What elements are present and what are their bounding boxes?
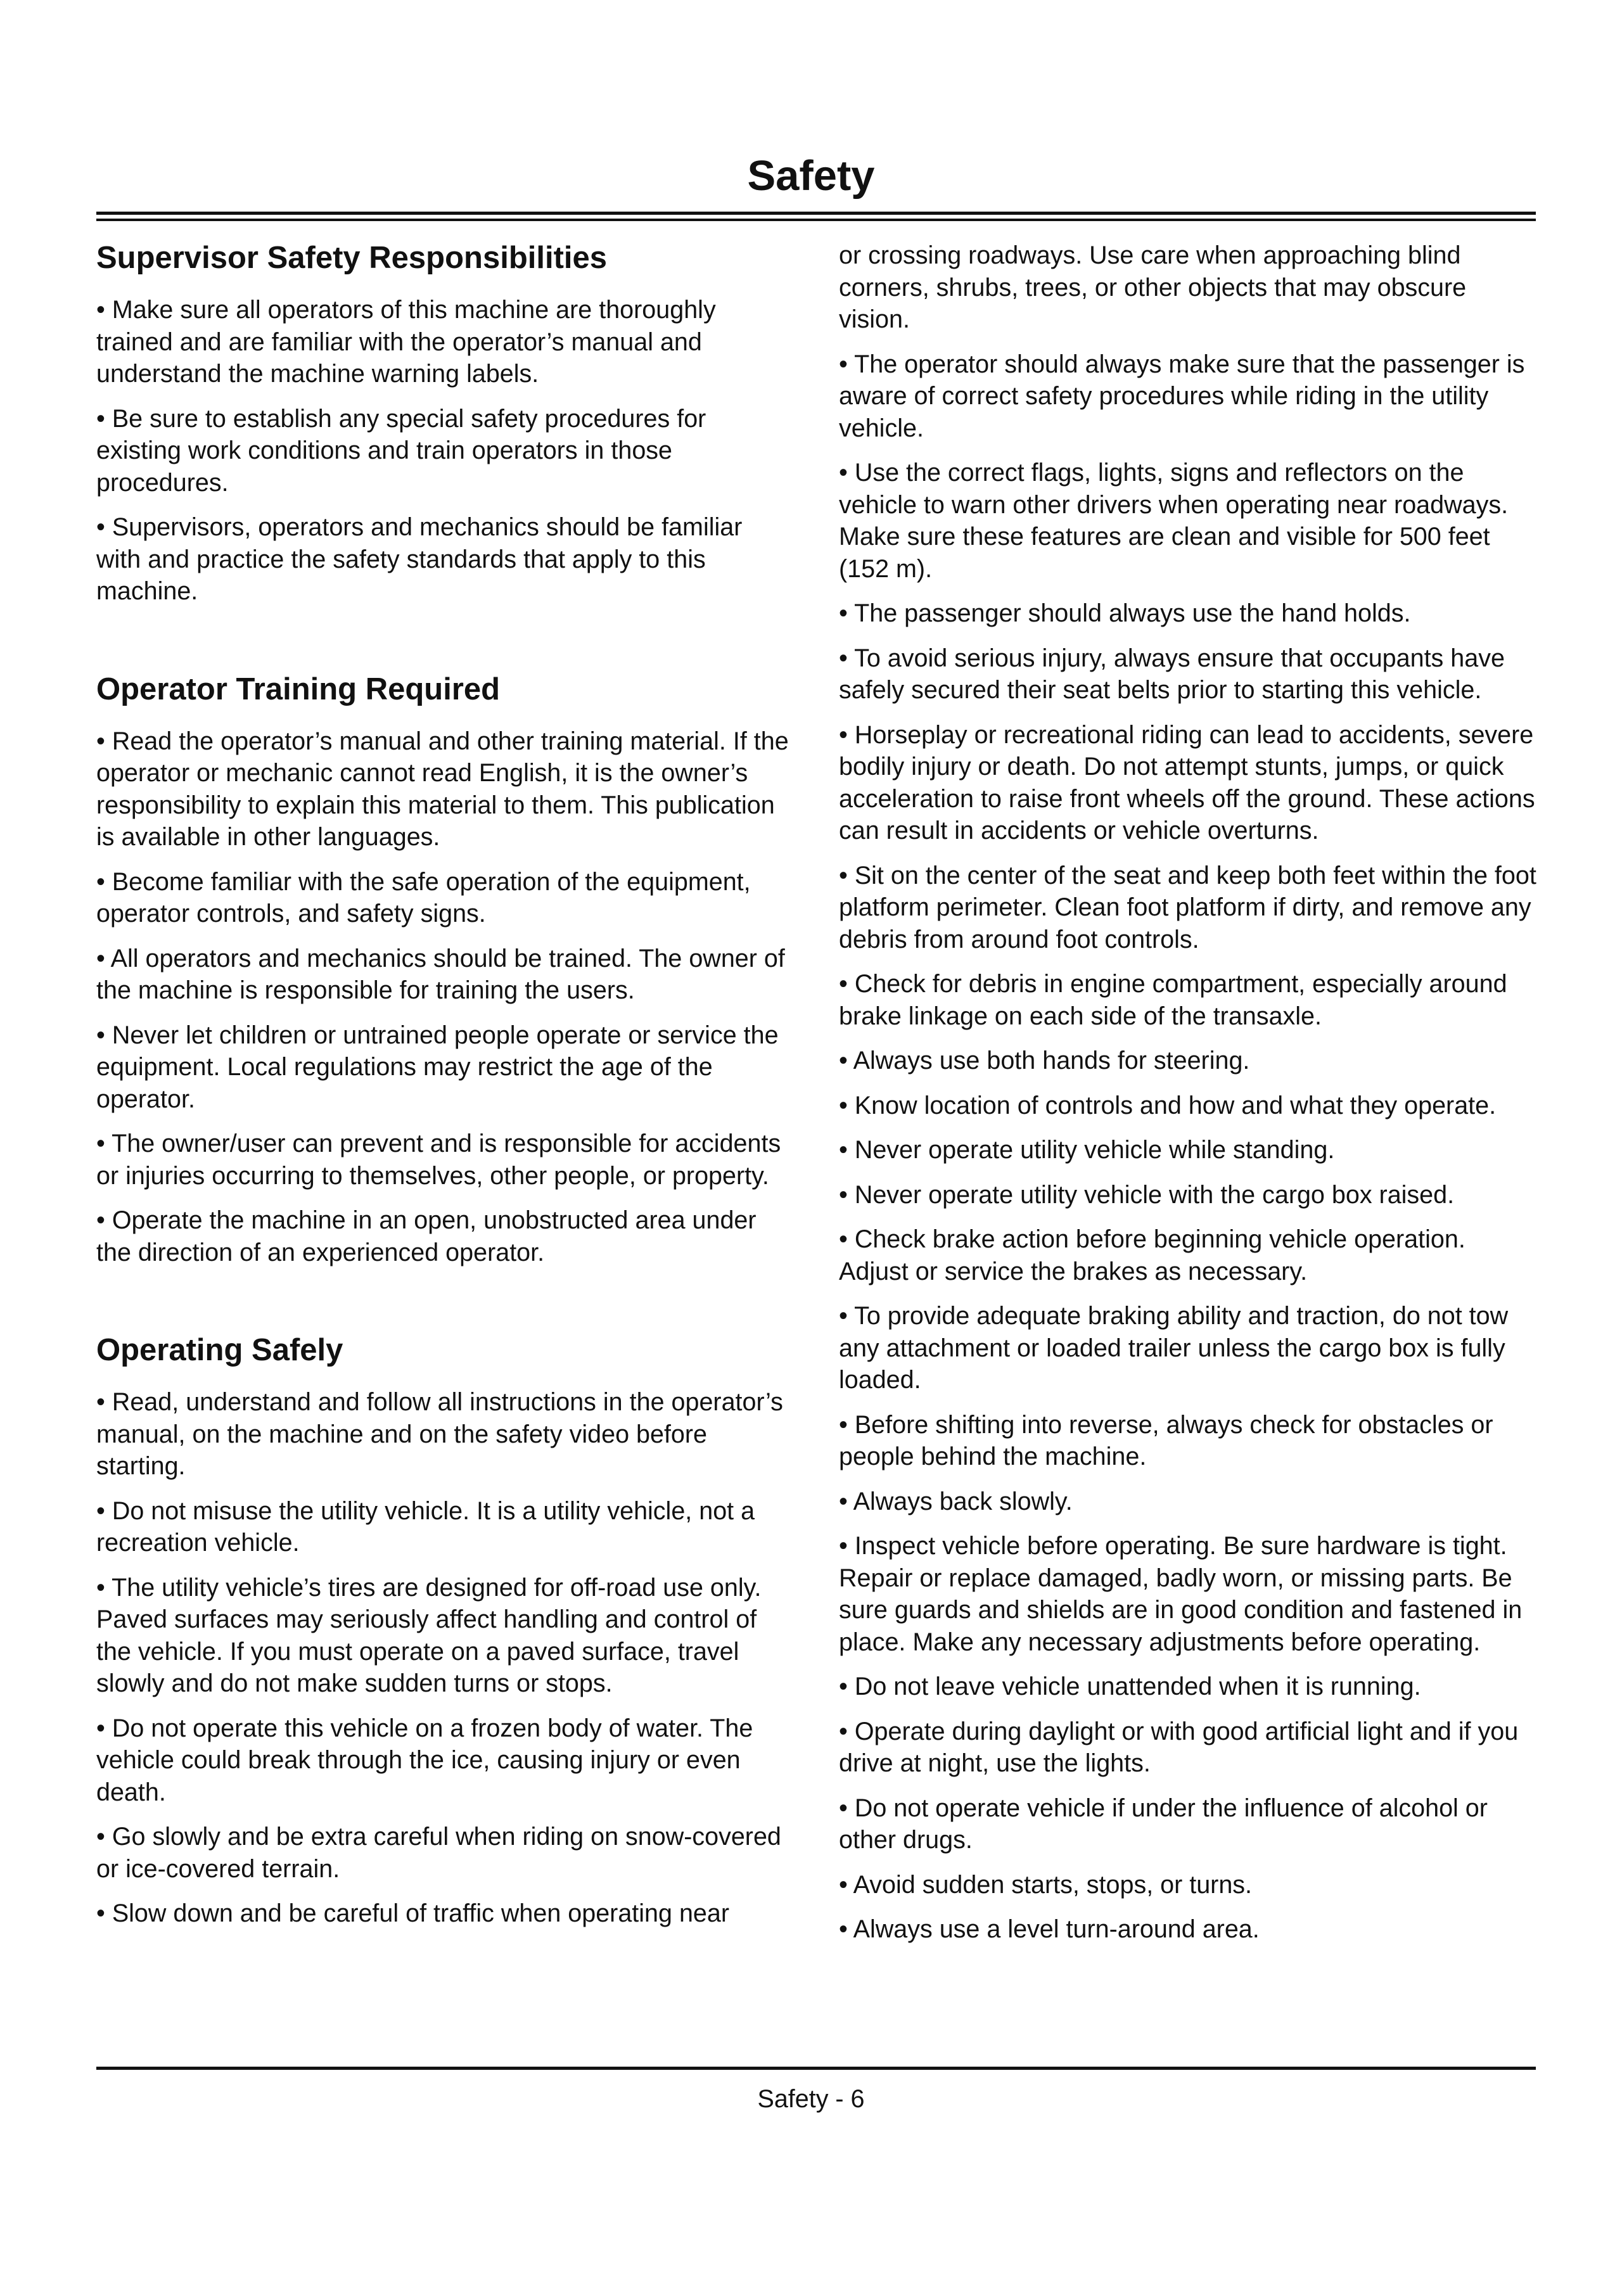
section-heading: Supervisor Safety Responsibilities — [96, 241, 608, 275]
bullet-item: • Never operate utility vehicle while standing. — [839, 1136, 1335, 1164]
bullet-item: • All operators and mechanics should be trained. The owner of the machine is responsible for training the users. — [96, 944, 785, 1004]
bullet-item: • Read the operator’s manual and other training material. If the operator or mechanic cannot read English, it is the owner’s responsibility to explain this material to them. This publication is available in other languages. — [96, 727, 789, 851]
bullet-item: • Know location of controls and how and what they operate. — [839, 1091, 1497, 1119]
bullet-item: • Always use a level turn-around area. — [839, 1915, 1260, 1943]
section-heading: Operator Training Required — [96, 672, 501, 706]
header-rule-top — [96, 212, 1536, 215]
footer-rule — [96, 2067, 1536, 2070]
bullet-item: • Do not operate vehicle if under the influence of alcohol or other drugs. — [839, 1794, 1488, 1854]
bullet-item: • The owner/user can prevent and is responsible for accidents or injuries occurring to themselves, other people, or property. — [96, 1130, 781, 1190]
bullet-item: • Do not misuse the utility vehicle. It is a utility vehicle, not a recreation vehicle. — [96, 1496, 755, 1557]
bullet-item: • Operate during daylight or with good artificial light and if you drive at night, use the lights. — [839, 1717, 1519, 1777]
left-column — [96, 239, 793, 1993]
section-operating-safely — [96, 1332, 793, 1930]
section-supervisor-safety — [96, 239, 793, 608]
bullet-item: • Supervisors, operators and mechanics should be familiar with and practice the safety standards that apply to this machine. — [96, 513, 743, 605]
section-operator-training — [96, 671, 793, 1269]
bullet-item: • Sit on the center of the seat and keep both feet within the foot platform perimeter. Clean foot platform if dirty, and remove any debris from around foot controls. — [839, 861, 1536, 953]
bullet-item: • Check for debris in engine compartment, especially around brake linkage on each side of the transaxle. — [839, 970, 1507, 1030]
bullet-item: • Slow down and be careful of traffic when operating near — [96, 1899, 730, 1927]
bullet-item: • Do not leave vehicle unattended when it is running. — [839, 1673, 1421, 1700]
bullet-item: • Operate the machine in an open, unobstructed area under the direction of an experienced operator. — [96, 1206, 757, 1266]
bullet-item: • Inspect vehicle before operating. Be sure hardware is tight. Repair or replace damaged, badly worn, or missing parts. Be sure guards and shields are in good condition and fastened in place. Make any necessary adjustments before operating. — [839, 1532, 1523, 1656]
bullet-item: • The utility vehicle’s tires are designed for off-road use only. Paved surfaces may seriously affect handling and control of the vehicle. If you must operate on a paved surface, travel slowly and do not make sudden turns or stops. — [96, 1573, 762, 1697]
bullet-item: • Be sure to establish any special safety procedures for existing work conditions and train operators in those procedures. — [96, 404, 706, 497]
header-rule-bottom — [96, 219, 1536, 221]
bullet-item: • Never operate utility vehicle with the cargo box raised. — [839, 1180, 1455, 1209]
bullet-item: • Use the correct flags, lights, signs and reflectors on the vehicle to warn other drivers when operating near roadways. Make sure these features are clean and visible for 500 feet (152 m). — [839, 459, 1509, 583]
bullet-item: • Always back slowly. — [839, 1487, 1073, 1515]
section-heading: Operating Safely — [96, 1333, 343, 1367]
bullet-item: • The operator should always make sure that the passenger is aware of correct safety procedures while riding in the utility vehicle. — [839, 350, 1525, 442]
bullet-item: • Never let children or untrained people operate or service the equipment. Local regulations may restrict the age of the operator. — [96, 1021, 779, 1113]
bullet-item: • Read, understand and follow all instructions in the operator’s manual, on the machine and on the safety video before starting. — [96, 1388, 783, 1480]
bullet-item: • Make sure all operators of this machine are thoroughly trained and are familiar with the operator’s manual and understand the machine warning labels. — [96, 296, 716, 388]
bullet-item: • Become familiar with the safe operation of the equipment, operator controls, and safety signs. — [96, 867, 751, 928]
bullet-item: • The passenger should always use the hand holds. — [839, 599, 1411, 627]
right-column — [839, 239, 1540, 1958]
bullet-item: • Check brake action before beginning vehicle operation. Adjust or service the brakes as necessary. — [839, 1225, 1466, 1285]
bullet-item: • To provide adequate braking ability and traction, do not tow any attachment or loaded trailer unless the cargo box is fully loaded. — [839, 1302, 1509, 1394]
bullet-item: • Always use both hands for steering. — [839, 1047, 1250, 1075]
bullet-item: • Before shifting into reverse, always check for obstacles or people behind the machine. — [839, 1410, 1493, 1470]
bullet-item: • To avoid serious injury, always ensure that occupants have safely secured their seat belts prior to starting this vehicle. — [839, 644, 1505, 704]
page-number: Safety - 6 — [757, 2085, 865, 2113]
page-title: Safety — [747, 152, 875, 200]
bullet-item: • Avoid sudden starts, stops, or turns. — [839, 1870, 1253, 1899]
bullet-item: • Horseplay or recreational riding can lead to accidents, severe bodily injury or death. Do not attempt stunts, jumps, or quick acceleration to raise front wheels off the ground. These actions can result in accidents or vehicle overturns. — [839, 720, 1535, 845]
bullet-item: • Go slowly and be extra careful when riding on snow-covered or ice-covered terrain. — [96, 1823, 781, 1883]
continuation-text: or crossing roadways. Use care when approaching blind corners, shrubs, trees, or other objects that may obscure vision. — [839, 241, 1467, 333]
bullet-item: • Do not operate this vehicle on a frozen body of water. The vehicle could break through the ice, causing injury or even death. — [96, 1714, 753, 1806]
